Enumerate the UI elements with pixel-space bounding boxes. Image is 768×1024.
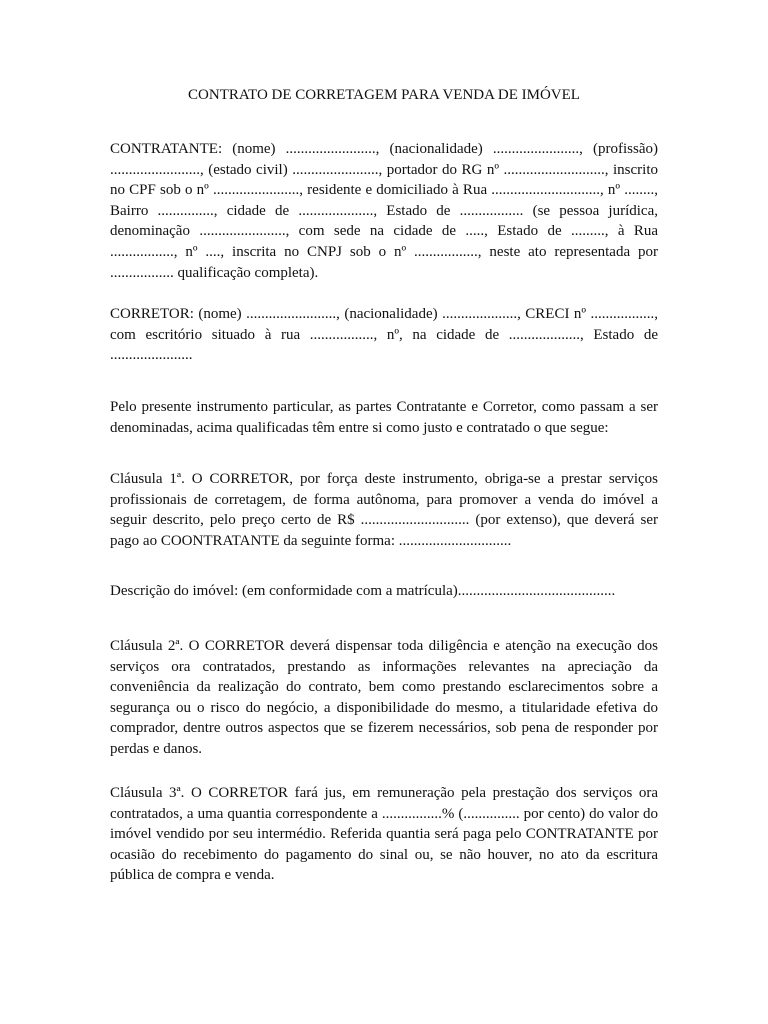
paragraph-preambulo: Pelo presente instrumento particular, as partes Contratante e Corretor, como passam a ser denominadas, acima qualificadas têm entre si como justo e contratado o que segue: bbox=[110, 399, 658, 436]
paragraph-clausula-3: Cláusula 3ª. O CORRETOR fará jus, em remuneração pela prestação dos serviços ora contratados, a uma quantia correspondente a ................% (............... por cento) do valor do imóvel vendido por seu intermédio. Referida quantia será paga pelo CONTRATANTE por ocasião do recebimento do pagamento do sinal ou, se não houver, no ato da escritura pública de compra e venda. bbox=[110, 785, 658, 884]
paragraph-clausula-1: Cláusula 1ª. O CORRETOR, por força deste instrumento, obriga-se a prestar serviços profissionais de corretagem, de forma autônoma, para promover a venda do imóvel a seguir descrito, pelo preço certo de R$ ............................. (por extenso), que deverá ser pago ao COONTRATANTE da seguinte forma: .............................. bbox=[110, 471, 658, 549]
paragraph-contratante: CONTRATANTE: (nome) ........................, (nacionalidade) ......................., (profissão) ........................, (estado civil) ......................., portador do RG nº ..........................., inscrito no CPF sob o nº ......................., residente e domiciliado à Rua ............................., nº ........, Bairro ..............., cidade de ...................., Estado de ................. (se pessoa jurídica, denominação ......................., com sede na cidade de ....., Estado de ........., à Rua ................., nº ...., inscrita no CNPJ sob o nº ................., neste ato representada por ................. qualificação completa). bbox=[110, 141, 658, 281]
paragraph-descricao-imovel: Descrição do imóvel: (em conformidade com a matrícula).......................................... bbox=[110, 583, 616, 599]
document-title: CONTRATO DE CORRETAGEM PARA VENDA DE IMÓVEL bbox=[188, 87, 580, 103]
paragraph-corretor: CORRETOR: (nome) ........................, (nacionalidade) ...................., CRECI nº ................., com escritório situado à rua ................., nº, na cidade de ..................., Estado de ...................... bbox=[110, 306, 658, 364]
paragraph-clausula-2: Cláusula 2ª. O CORRETOR deverá dispensar toda diligência e atenção na execução dos serviços ora contratados, prestando as informações relevantes na apreciação da conveniência da realização do contrato, bem como prestando esclarecimentos sobre a segurança ou o risco do negócio, a disponibilidade do mesmo, a titularidade efetiva do comprador, dentre outros aspectos que se fizerem necessários, sob pena de responder por perdas e danos. bbox=[110, 638, 658, 757]
